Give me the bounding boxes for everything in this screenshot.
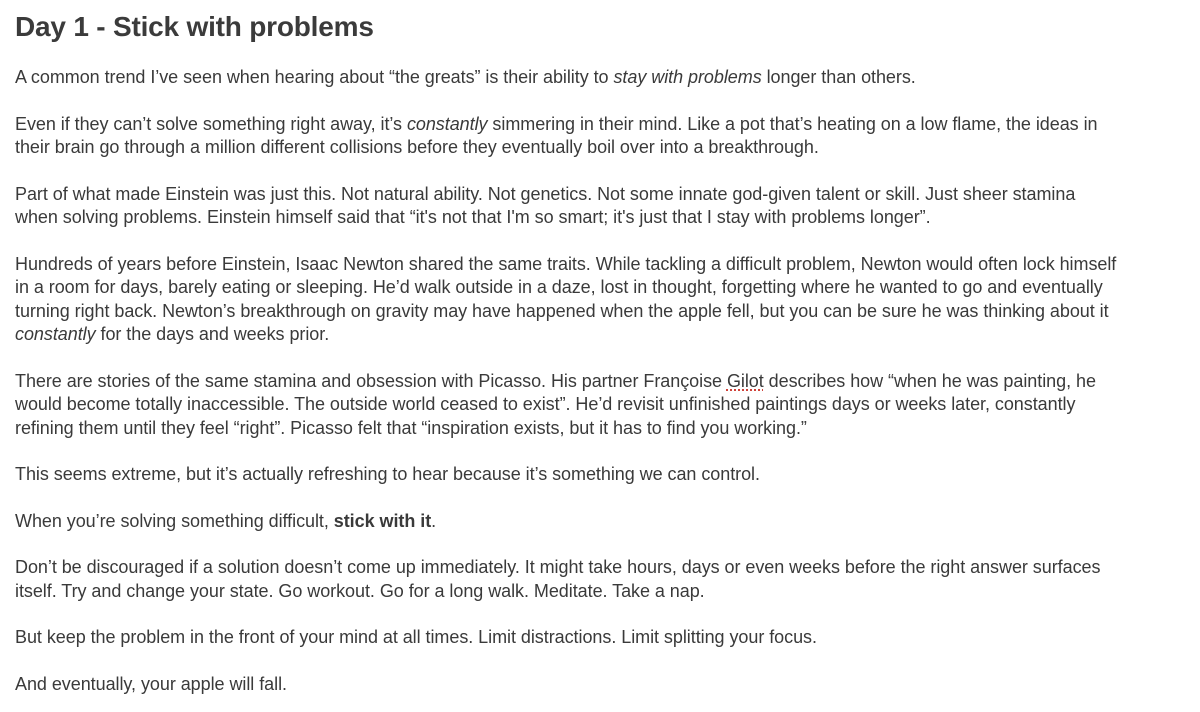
text-run: simmering in their mind. Like a pot that’s heating on a low flame, the ideas in bbox=[487, 113, 1098, 134]
text-run: longer than others. bbox=[761, 67, 916, 87]
paragraph bbox=[15, 253, 1185, 347]
text-run: Don’t be discouraged if a solution doesn’t come up immediately. It might take hours, days or even weeks before the right answer surfaces bbox=[15, 557, 1101, 577]
text-line bbox=[15, 136, 1185, 160]
italic-text: constantly bbox=[406, 113, 488, 134]
text-line bbox=[15, 673, 1185, 697]
text-line bbox=[15, 276, 1185, 300]
text-line bbox=[15, 323, 1185, 347]
text-run: for the days and weeks prior. bbox=[95, 324, 330, 344]
text-run: This seems extreme, but it’s actually refreshing to hear because it’s something we can control. bbox=[15, 464, 760, 484]
text-line bbox=[15, 66, 1185, 90]
text-line bbox=[15, 556, 1185, 580]
text-line bbox=[15, 580, 1185, 604]
document-body bbox=[15, 66, 1185, 696]
italic-text: constantly bbox=[15, 324, 96, 344]
text-run: There are stories of the same stamina and obsession with Picasso. His partner Françoise bbox=[15, 370, 727, 391]
text-run: When you’re solving something difficult, bbox=[15, 510, 334, 531]
paragraph bbox=[15, 556, 1185, 603]
paragraph bbox=[15, 113, 1185, 160]
text-line bbox=[15, 183, 1185, 207]
text-line bbox=[15, 206, 1185, 230]
text-run: in a room for days, barely eating or sleeping. He’d walk outside in a daze, lost in thought, forgetting where he wanted to go and eventually bbox=[15, 277, 1103, 297]
text-line bbox=[15, 417, 1185, 441]
text-run: when solving problems. Einstein himself said that “it's not that I'm so smart; it's just that I stay with problems longer”. bbox=[15, 207, 931, 227]
document-title: Day 1 - Stick with problems bbox=[15, 11, 374, 42]
text-run: describes how “when he was painting, he bbox=[763, 370, 1096, 391]
italic-text: stay with problems bbox=[613, 67, 762, 87]
text-run: But keep the problem in the front of your mind at all times. Limit distractions. Limit splitting your focus. bbox=[15, 627, 817, 647]
text-run: itself. Try and change your state. Go workout. Go for a long walk. Meditate. Take a nap. bbox=[15, 580, 705, 601]
text-line bbox=[15, 370, 1185, 394]
misspelled-word: Gilot bbox=[726, 370, 764, 391]
text-run: their brain go through a million different collisions before they eventually boil over into a breakthrough. bbox=[15, 137, 819, 157]
text-run: Even if they can’t solve something right away, it’s bbox=[15, 113, 407, 134]
text-line bbox=[15, 253, 1185, 277]
paragraph bbox=[15, 183, 1185, 230]
paragraph bbox=[15, 510, 1185, 534]
text-line bbox=[15, 393, 1185, 417]
text-run: turning right back. Newton’s breakthrough on gravity may have happened when the apple fell, but you can be sure he was thinking about it bbox=[15, 300, 1109, 321]
paragraph bbox=[15, 66, 1185, 90]
bold-text: stick with it bbox=[333, 510, 432, 531]
text-line bbox=[15, 113, 1185, 137]
paragraph bbox=[15, 370, 1185, 441]
text-line bbox=[15, 510, 1185, 534]
text-run: . bbox=[431, 510, 437, 531]
text-run: Part of what made Einstein was just this. Not natural ability. Not genetics. Not some innate god-given talent or skill. Just sheer stamina bbox=[15, 183, 1076, 204]
text-line bbox=[15, 300, 1185, 324]
text-line bbox=[15, 463, 1185, 487]
text-run: refining them until they feel “right”. Picasso felt that “inspiration exists, but it has to find you working.” bbox=[15, 417, 807, 438]
text-run: would become totally inaccessible. The outside world ceased to exist”. He’d revisit unfinished paintings days or weeks later, constantly bbox=[15, 394, 1076, 414]
text-run: Hundreds of years before Einstein, Isaac Newton shared the same traits. While tackling a difficult problem, Newton would often lock himself bbox=[15, 253, 1117, 274]
paragraph bbox=[15, 673, 1185, 697]
text-run: A common trend I’ve seen when hearing about “the greats” is their ability to bbox=[15, 67, 614, 87]
text-run: And eventually, your apple will fall. bbox=[15, 673, 287, 694]
text-line bbox=[15, 626, 1185, 650]
paragraph bbox=[15, 626, 1185, 650]
paragraph bbox=[15, 463, 1185, 487]
